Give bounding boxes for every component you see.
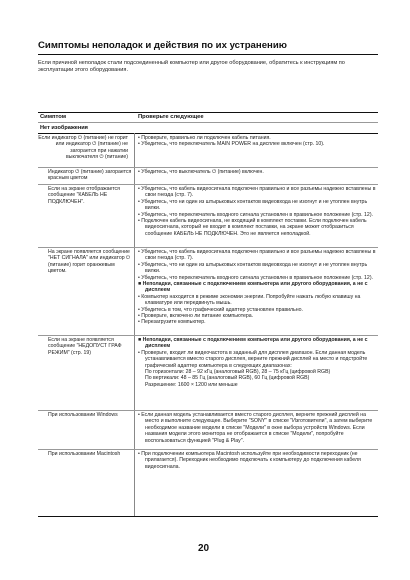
action-cell [138,249,376,326]
subsection-heading: ■ Неполадки, связанные с подключением компьютера или другого оборудования, а не с дисплеем [138,337,368,350]
frequency-horizontal: По горизонтали: 28 – 92 кГц (аналоговый RGB), 28 – 75 кГц (цифровой RGB) [145,369,331,376]
action-cell [138,451,376,470]
symptom-cell: Индикатор ⏻ (питание) загорается красным цветом [48,169,132,182]
table-bottom-rule [38,516,378,517]
action-item: • Перезагрузите компьютер. [138,319,206,326]
action-item: • Убедитесь, что кабель видеосигнала подключен правильно и все разъемы надежно вставлены в свои гнезда (стр. 7). [138,249,376,262]
action-item: • Убедитесь, что кабель видеосигнала подключен правильно и все разъемы надежно вставлены в свои гнезда (стр. 7). [138,186,376,199]
row-rule [38,335,378,336]
action-item: • Убедитесь, что выключатель ⏻ (питание) включен. [138,169,264,175]
table-top-rule [38,112,378,113]
action-item: • Подключен кабель видеосигнала, не входящий в комплект поставки. Если подключен кабель видеосигнала, который не входит в комплект поставки, на экране может отобразиться сообщение КАБЕЛЬ НЕ ПОДКЛЮЧЕН. Это не является неполадкой. [138,218,367,237]
subsection-heading: ■ Неполадки, связанные с подключением компьютера или другого оборудования, а не с дисплеем [138,281,368,294]
row-rule [38,247,378,248]
intro-text: Если причиной неполадок стали подсоединенный компьютер или другое оборудование, обратитесь к инструкциям по эксплуатации этого оборудования. [38,60,345,74]
action-item: • При подключении компьютера Macintosh используйте при необходимости переходник (не прилагается). Переходник необходимо подключать к компьютеру до подключения кабеля видеосигнала. [138,451,361,470]
header-rule [38,122,378,123]
action-item: • Убедитесь в том, что графический адаптер установлен правильно. [138,306,303,313]
symptom-cell: На экране появляется сообщение "НЕТ СИГНАЛА" или индикатор ⏻ (питание) горит оранжевым цветом. [48,249,131,275]
action-item: • Проверьте, правильно ли подключен кабель питания. [138,135,271,141]
symptom-cell: Если на экране появляется сообщение "НЕДОПУСТ ГРАФ РЕЖИМ" (стр. 19) [48,337,122,356]
symptom-cell: При использовании Macintosh [48,451,121,457]
action-item: • Убедитесь, что переключатель входного сигнала установлен в правильное положение (стр. 12). [138,274,373,281]
action-item: • Убедитесь, что переключатель MAIN POWER на дисплее включен (стр. 10). [138,141,325,148]
row-rule [38,410,378,411]
symptom-cell: При использовании Windows [48,412,118,418]
action-item: • Убедитесь, что переключатель входного сигнала установлен в правильное положение (стр. 12). [138,211,373,218]
action-item: • Компьютер находится в режиме экономии энергии. Попробуйте нажать любую клавишу на клавиатуре или передвинуть мышь. [138,293,361,307]
action-item: • Проверьте, входит ли видеочастота в заданный для дисплея диапазон. Если данная модель устанавливается вместо старого дисплея, верните прежний дисплей на место и подстройте графический адаптер компьютера в следующих диапазонах: [138,349,368,369]
action-item: • Проверьте, включено ли питание компьютера. [138,313,254,320]
action-item: • Убедитесь, что ни один из штырьковых контактов видеовхода не изогнут и не утоплен внутрь вилки. [138,261,368,275]
action-cell [138,186,376,237]
action-cell [138,337,376,388]
page-number: 20 [198,543,210,554]
title-rule [38,54,378,55]
row-rule [38,167,378,168]
column-header-symptom: Симптом [40,114,67,120]
section-heading: Нет изображения [40,125,88,131]
row-rule [38,449,378,450]
symptom-cell: Если индикатор ⏻ (питание) не горит или индикатор ⏻ (питание) не загорается при нажатии выключателя ⏻ (питание) [38,135,128,161]
action-item: • Если данная модель устанавливается вместо старого дисплея, верните прежний дисплей на место и выполните следующее. Выберите "SONY" в списке "Изготовители", а затем выберите необходимое название модели в списке "Модели" в окне выбора устройств Windows. Если названия модели этого монитора не отображается в списке "Модели", попробуйте воспользоваться функцией "Plug & Play". [138,412,373,444]
action-cell [138,135,376,148]
resolution-limit: Разрешение: 1600 × 1200 или меньше [145,381,238,388]
frequency-vertical: По вертикали: 48 – 85 Гц (аналоговый RGB), 60 Гц (цифровой RGB) [145,375,310,382]
action-cell [138,412,376,444]
column-divider [134,133,135,516]
page-title: Симптомы неполадок и действия по их устранению [38,40,287,51]
action-cell [138,169,376,175]
row-rule [38,184,378,185]
column-header-action: Проверьте следующее [138,114,204,120]
action-item: • Убедитесь, что ни один из штырьковых контактов видеовхода не изогнут и не утоплен внутрь вилки. [138,198,368,212]
section-rule [38,133,378,134]
symptom-cell: Если на экране отображается сообщение "КАБЕЛЬ НЕ ПОДКЛЮЧЕН". [48,186,120,205]
